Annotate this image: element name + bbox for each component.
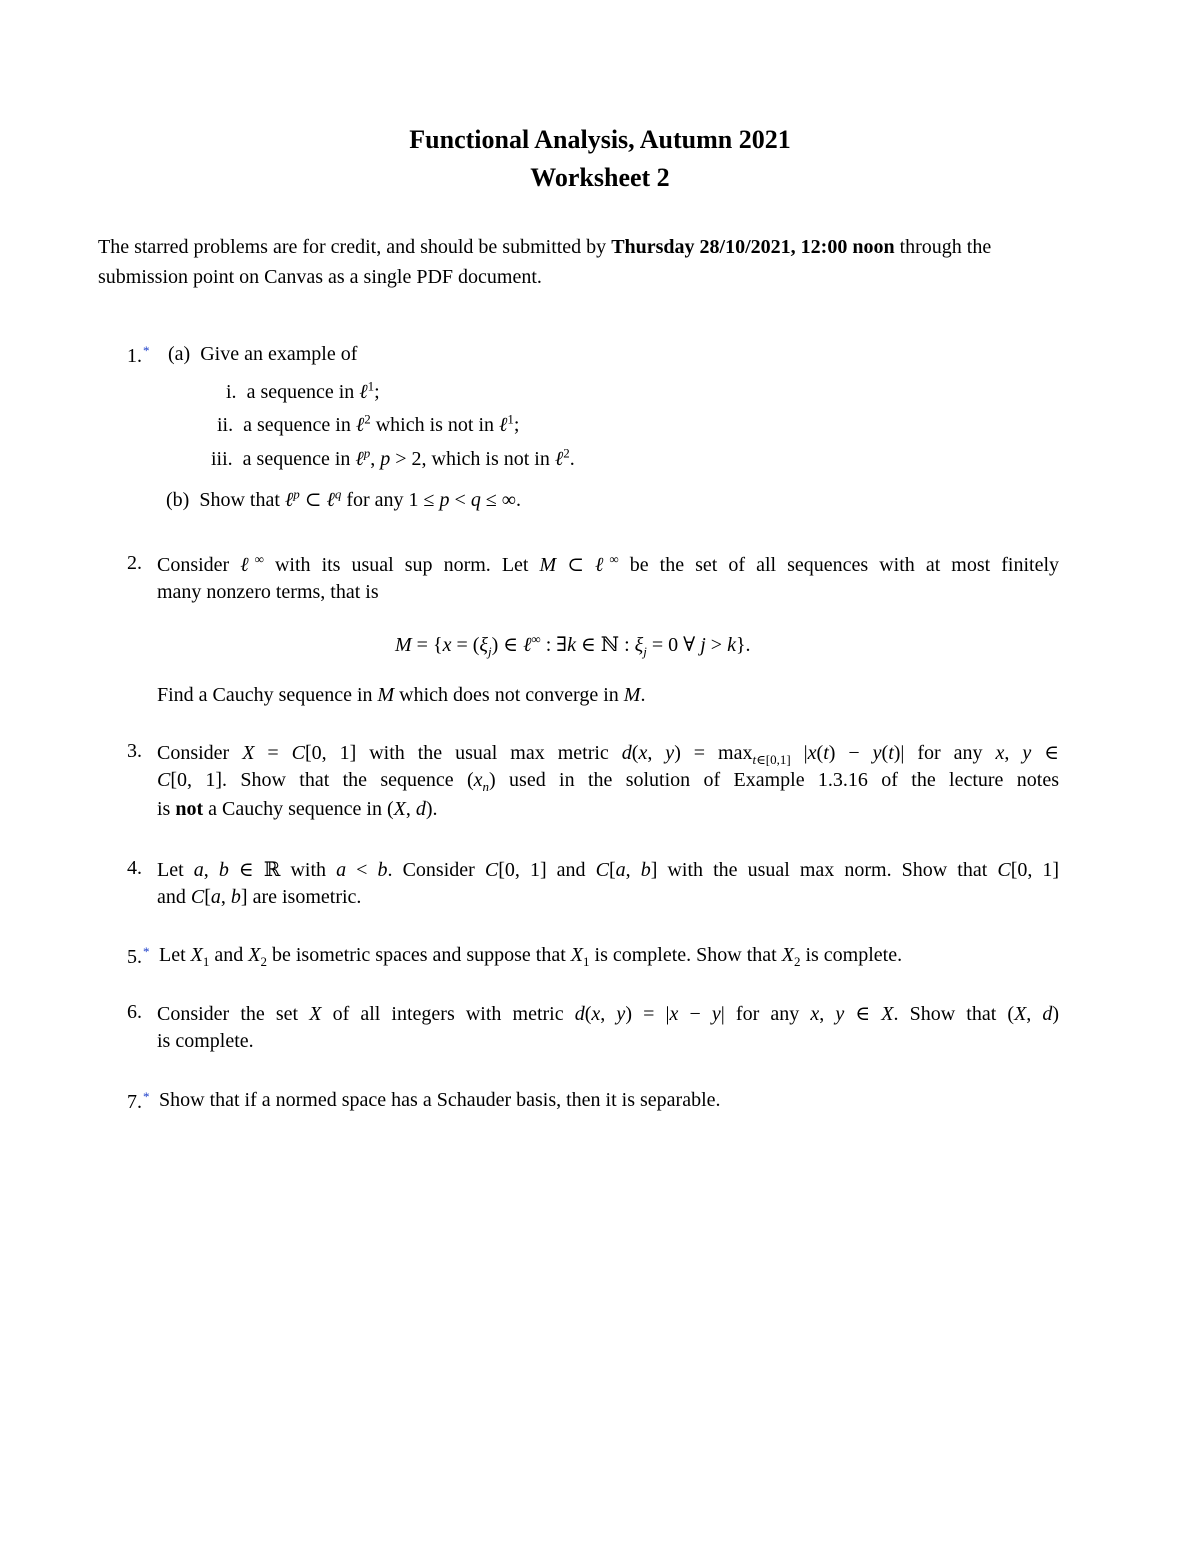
problem-4-number: 4. (127, 857, 142, 879)
intro-paragraph (98, 232, 1068, 292)
problem-1a-iii: iii. a sequence in ℓ$^p$, p > 2, which is not in ℓ$^2$. (211, 445, 575, 470)
problem-5-line1: Let $X_1$ and $X_2$ be isometric spaces and suppose that $X_1$ is complete. Show that $X_2$ is complete. (159, 944, 903, 969)
intro-text-before: The starred problems are for credit, and should be submitted by (98, 236, 612, 258)
problem-7-number: 7.* (127, 1089, 150, 1113)
problem-2-line1: Consider ℓ∞ with its usual sup norm. Let M ⊂ ℓ∞ be the set of all sequences with at most finitely (157, 551, 1060, 576)
problem-6-number: 6. (127, 1001, 142, 1023)
problem-3-line1: Consider X = C[0, 1] with the usual max metric d(x, $y) = \max_{t\in[0,1]} |x(t) - y(t)|$ for any x, y ∈ (157, 742, 1060, 767)
problem-1b: (b) Show that ℓ$^p$ ⊂ ℓ$^q$ for any 1 ≤ p < q ≤ ∞. (166, 486, 522, 511)
credit-star: * (143, 944, 150, 959)
document-title: Functional Analysis, Autumn 2021 (409, 125, 791, 154)
problem-3-number: 3. (127, 740, 142, 762)
problem-6-line1: Consider the set X of all integers with metric d(x, y) = |x − y| for any x, y ∈ X. Show that (X, d) (157, 1003, 1060, 1025)
problem-6-line2: is complete. (157, 1030, 254, 1052)
problem-2-line3: Find a Cauchy sequence in M which does not converge in M. (157, 684, 646, 706)
problem-3-line2: C[0, 1]. Show that the sequence $(x_n)$ used in the solution of Example 1.3.16 of the lecture notes (157, 769, 1059, 794)
problem-4-line2: and C[a, b] are isometric. (157, 886, 362, 908)
problem-4-line1: Let a, b ∈ ℝ with a < b. Consider C[0, 1] and C[a, b] with the usual max norm. Show that C[0, 1] (157, 859, 1060, 881)
problem-1a-i: i. a sequence in ℓ$^1$; (226, 378, 380, 403)
credit-star: * (143, 1089, 150, 1104)
problem-1a: (a) Give an example of (168, 343, 358, 365)
intro-text-after: through the submission point on Canvas as a single PDF document. (98, 236, 992, 288)
credit-star: * (143, 343, 150, 358)
problem-2-equation: $M = \{x = (\xi_j)$ ∈ ℓ∞ : ∃k ∈ ℕ : $\xi_j = 0$ ∀ j > k}. (395, 631, 751, 659)
problem-2-line2: many nonzero terms, that is (157, 581, 379, 603)
deadline: Thursday 28/10/2021, 12:00 noon (611, 236, 895, 258)
problem-7-text: Show that if a normed space has a Schauder basis, then it is separable. (159, 1089, 721, 1111)
problem-1-number: 1.* (127, 343, 150, 367)
document-subtitle: Worksheet 2 (530, 163, 670, 192)
problem-3-line3: is not a Cauchy sequence in (X, d). (157, 798, 438, 820)
problem-2-number: 2. (127, 552, 142, 574)
problem-1a-ii: ii. a sequence in ℓ$^2$ which is not in ℓ$^1$; (217, 411, 520, 436)
problem-5-number: 5.* (127, 944, 150, 968)
